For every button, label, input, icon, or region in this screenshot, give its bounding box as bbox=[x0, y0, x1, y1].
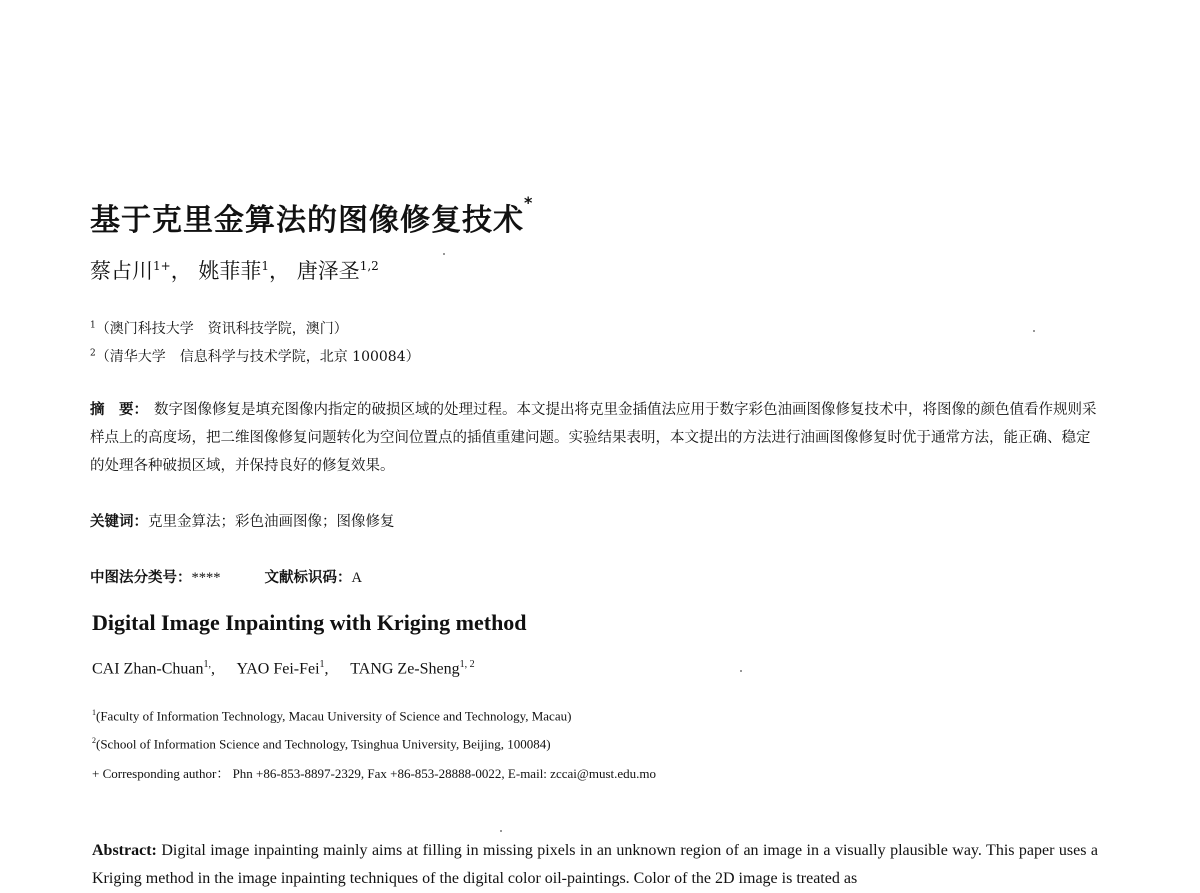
scan-speck bbox=[1033, 330, 1035, 332]
author-name: YAO Fei-Fei bbox=[236, 660, 320, 678]
abstract-cn-label: 摘 要： bbox=[90, 402, 148, 418]
scan-speck bbox=[443, 253, 445, 255]
affiliation-en bbox=[92, 708, 571, 724]
affiliation-cn bbox=[90, 318, 348, 338]
affiliation-sup: 1 bbox=[90, 320, 96, 331]
keywords-cn bbox=[90, 510, 395, 531]
paper-title-en: Digital Image Inpainting with Kriging method bbox=[92, 610, 527, 635]
affiliation-cn bbox=[90, 346, 420, 366]
author-sup: 1+ bbox=[153, 259, 171, 273]
author-sup: 1,2 bbox=[359, 259, 379, 273]
abstract-cn bbox=[90, 396, 1100, 480]
clc-value: **** bbox=[191, 570, 221, 586]
affiliation-text: （澳门科技大学 资讯科技学院，澳门） bbox=[95, 321, 348, 337]
author-list-en: CAI Zhan-Chuan$^{1,}$, YAO Fei-Fei$^1$, TANG Ze-Sheng$^{1, 2}$ bbox=[92, 659, 475, 678]
scan-speck bbox=[500, 830, 502, 832]
author-sup: 1 bbox=[261, 259, 270, 273]
affiliation-en bbox=[92, 736, 551, 752]
author-name: 唐泽圣 bbox=[296, 259, 360, 283]
keywords-cn-label: 关键词： bbox=[90, 514, 148, 530]
author-list-cn: 蔡占川$^{1+}$， 姚菲菲$^1$， 唐泽圣$^{1,2}$ bbox=[90, 259, 379, 283]
author-name: CAI Zhan-Chuan bbox=[92, 660, 204, 678]
affiliation-text: (Faculty of Information Technology, Macau University of Science and Technology, Macau) bbox=[96, 708, 572, 724]
author-sup: 1, 2 bbox=[459, 659, 475, 670]
doc-code-value: A bbox=[351, 570, 362, 586]
clc-label: 中图法分类号： bbox=[90, 570, 192, 586]
author-sup: 1, bbox=[203, 659, 212, 670]
keywords-cn-text: 克里金算法；彩色油画图像；图像修复 bbox=[148, 514, 395, 530]
author-sup: 1 bbox=[319, 659, 325, 670]
abstract-cn-text: 数字图像修复是填充图像内指定的破损区域的处理过程。本文提出将克里金插值法应用于数字彩色油画图像修复技术中，将图像的颜色值看作规则采样点上的高度场，把二维图像修复问题转化为空间位置点的插值重建问题。实验结果表明，本文提出的方法进行油画图像修复时优于通常方法，能正确、稳定的处理各种破损区域，并保持良好的修复效果。 bbox=[90, 402, 1097, 474]
corresponding-author bbox=[92, 763, 656, 782]
affiliation-sup: 2 bbox=[90, 348, 96, 359]
author-name: 姚菲菲 bbox=[198, 259, 262, 283]
title-footnote-mark: * bbox=[524, 193, 534, 212]
abstract-en-text: Digital image inpainting mainly aims at filling in missing pixels in an unknown region of an image in a visually plausible way. This paper uses a Kriging method in the image inpainting techniques of the digital color oil-paintings. Color of the 2D image is treated as bbox=[92, 842, 1099, 887]
affiliation-text: (School of Information Science and Technology, Tsinghua University, Beijing, 100084) bbox=[96, 736, 551, 752]
affiliation-sup: 2 bbox=[92, 736, 96, 745]
doc-code-label: 文献标识码： bbox=[264, 570, 352, 586]
classification-line bbox=[90, 566, 362, 587]
affiliation-sup: 1 bbox=[92, 708, 96, 717]
abstract-en bbox=[92, 837, 1098, 893]
author-name: 蔡占川 bbox=[90, 259, 153, 283]
scan-speck bbox=[740, 670, 742, 672]
corresponding-author-text: + Corresponding author： Phn +86-853-8897-2329, Fax +86-853-28888-0022, E-mail: zccai@must.edu.mo bbox=[92, 766, 656, 781]
paper-title-cn: 基于克里金算法的图像修复技术* bbox=[90, 193, 534, 238]
abstract-en-label: Abstract: bbox=[92, 842, 157, 859]
author-name: TANG Ze-Sheng bbox=[350, 660, 460, 678]
affiliation-text: （清华大学 信息科学与技术学院，北京 100084） bbox=[95, 349, 420, 365]
